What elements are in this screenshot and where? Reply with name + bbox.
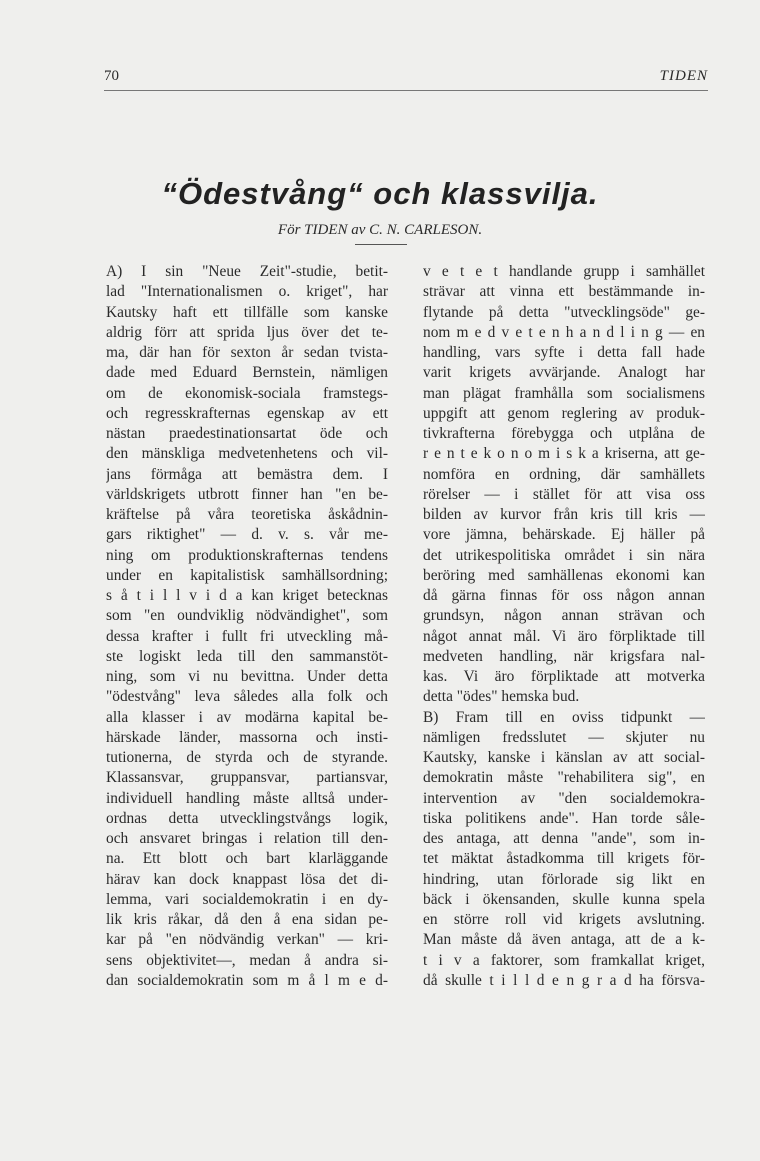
article-byline: För TIDEN av C. N. CARLESON.	[277, 222, 483, 238]
text-line: under en kapitalistisk samhällsordning;	[106, 566, 388, 584]
text-line: ma, där han för sexton år sedan tvista-	[106, 344, 388, 361]
text-line: en större roll vid krigets avslutning.	[423, 911, 705, 928]
text-line: lad "Internationalismen o. kriget", har	[106, 283, 388, 301]
text-line: alla klasser i av modärna kapital be-	[106, 708, 388, 726]
text-line: r e n t e k o n o m i s k a kriserna, att ge-	[423, 445, 705, 463]
text-line: t i v a faktorer, som framkallat kriget,	[423, 951, 705, 969]
text-line: nämligen fredsslutet — skjuter nu	[423, 728, 705, 746]
right-text-column	[423, 262, 705, 991]
journal-name: TIDEN	[659, 68, 708, 84]
text-line: ning om produktionskrafternas tendens	[106, 546, 388, 564]
text-line: nomföra en ordning, där samhällets	[423, 465, 705, 483]
text-line: demokratin måste "rehabilitera sig", en	[423, 769, 705, 787]
text-line: om de ekonomisk-sociala framstegs-	[106, 384, 388, 402]
text-line: dessa krafter i fullt fri utveckling må-	[106, 627, 388, 645]
text-line: tivkrafterna förebygga och utplåna de	[423, 425, 705, 442]
text-line: flytande på detta "utvecklingsöde" ge-	[423, 303, 705, 321]
text-line: na. Ett blott och bart klarläggande	[106, 850, 388, 868]
text-line: hindring, utan förlorade sig likt en	[423, 870, 705, 888]
text-line: lemma, vari socialdemokratin i en dy-	[106, 890, 388, 908]
text-line: A) I sin "Neue Zeit"-studie, betit-	[106, 263, 388, 280]
text-line: aldrig förr att sprida ljus över det te-	[106, 323, 388, 341]
text-line: B) Fram till en oviss tidpunkt —	[423, 708, 705, 726]
text-line: detta "ödes" hemska bud.	[423, 688, 580, 706]
text-line: varit krigets avvärjande. Analogt har	[423, 364, 705, 382]
text-line: det utrikespolitiska området i sin nära	[423, 546, 705, 564]
text-line: den mänskliga medvetenhetens och vil-	[106, 445, 388, 463]
text-line: handling, vars syfte i detta fall hade	[423, 344, 705, 361]
article-title: “Ödestvång“ och klassvilja.	[161, 176, 599, 211]
text-line: sens objektivitet—, medan å andra si-	[106, 951, 388, 969]
text-line: Klassansvar, gruppansvar, partiansvar,	[106, 769, 388, 787]
text-line: och ansvaret bringas i relation till den-	[106, 830, 388, 847]
text-line: ning, som vi nu bevittna. Under detta	[106, 668, 388, 685]
text-line: rörelser — i stället för att visa oss	[423, 485, 705, 503]
text-line: strävar att vinna ett bestämmande in-	[423, 283, 705, 301]
text-line: då gärna finnas för oss någon annan	[423, 587, 705, 604]
text-line: härav kan dock knappast lösa det di-	[106, 870, 388, 888]
text-line: tiska politikens ande". Han torde såle-	[423, 809, 705, 827]
text-line: härskade länder, massorna och insti-	[106, 728, 388, 746]
text-line: uppgift att genom reglering av produk-	[423, 404, 705, 422]
text-line: Kautsky haft ett tillfälle som kanske	[106, 303, 388, 321]
title-divider	[355, 244, 407, 245]
text-line: gars riktighet" — d. v. s. vår me-	[106, 526, 388, 544]
text-line: då skulle t i l l d e n g r a d ha försva-	[423, 971, 705, 989]
text-line: något annat mål. Vi äro förpliktade till	[423, 627, 705, 645]
text-line: jans förmåga att bemästra dem. I	[106, 465, 388, 483]
text-line: medveten handling, när krigsfara nal-	[423, 647, 705, 665]
text-line: tet mäktat åstadkomma till krigets för-	[423, 850, 705, 868]
text-line: som "en oundviklig nödvändighet", som	[106, 607, 388, 625]
text-line: världskrigets utbrott finner han "en be-	[106, 485, 388, 503]
page-header	[104, 64, 708, 91]
page-number: 70	[104, 68, 119, 84]
text-line: grundsyn, någon annan strävan och	[423, 607, 705, 625]
text-line: och regresskrafternas egenskap av ett	[106, 404, 388, 422]
text-line: s å t i l l v i d a kan kriget betecknas	[106, 587, 388, 604]
text-line: intervention av "den socialdemokra-	[423, 789, 705, 807]
text-line: individuell handling måste alltså under-	[106, 789, 388, 807]
text-line: ordnas detta utvecklingstvångs logik,	[106, 809, 388, 827]
text-line: nästan praedestinationsartat öde och	[106, 425, 388, 442]
text-line: v e t e t handlande grupp i samhället	[423, 263, 705, 280]
text-line: lik kris råkar, då den å ena sidan pe-	[106, 911, 388, 928]
text-line: Kautsky, kanske i känslan av att social-	[423, 749, 705, 766]
text-line: vore jämna, behärskade. Ej häller på	[423, 526, 705, 544]
text-line: man plägat framhålla som socialismens	[423, 384, 705, 402]
text-line: dade med Eduard Bernstein, nämligen	[106, 364, 388, 382]
text-line: kräftelse på våra teoretiska åskådnin-	[106, 506, 388, 523]
text-line: dan socialdemokratin som m å l m e d-	[106, 971, 388, 989]
text-line: kas. Vi äro förpliktade att motverka	[423, 668, 705, 685]
text-line: ste logiskt leda till den sammanstöt-	[106, 647, 388, 665]
text-line: Man måste då även antaga, att de a k-	[423, 931, 705, 949]
text-line: kar på "en nödvändig verkan" — kri-	[106, 931, 388, 949]
text-line: tutionerna, de styrda och de styrande.	[106, 749, 388, 766]
text-line: nom m e d v e t e n h a n d l i n g — en	[423, 323, 705, 341]
text-line: beröring med samhällenas ekonomi kan	[423, 566, 705, 584]
text-line: des antaga, att denna "ande", som in-	[423, 830, 705, 847]
text-line: bilden av kurvor från kris till kris —	[423, 506, 705, 523]
text-line: "ödestvång" leva således alla folk och	[106, 688, 388, 706]
text-line: bäck i ökensanden, skulle kunna spela	[423, 890, 705, 908]
left-text-column	[106, 262, 388, 991]
